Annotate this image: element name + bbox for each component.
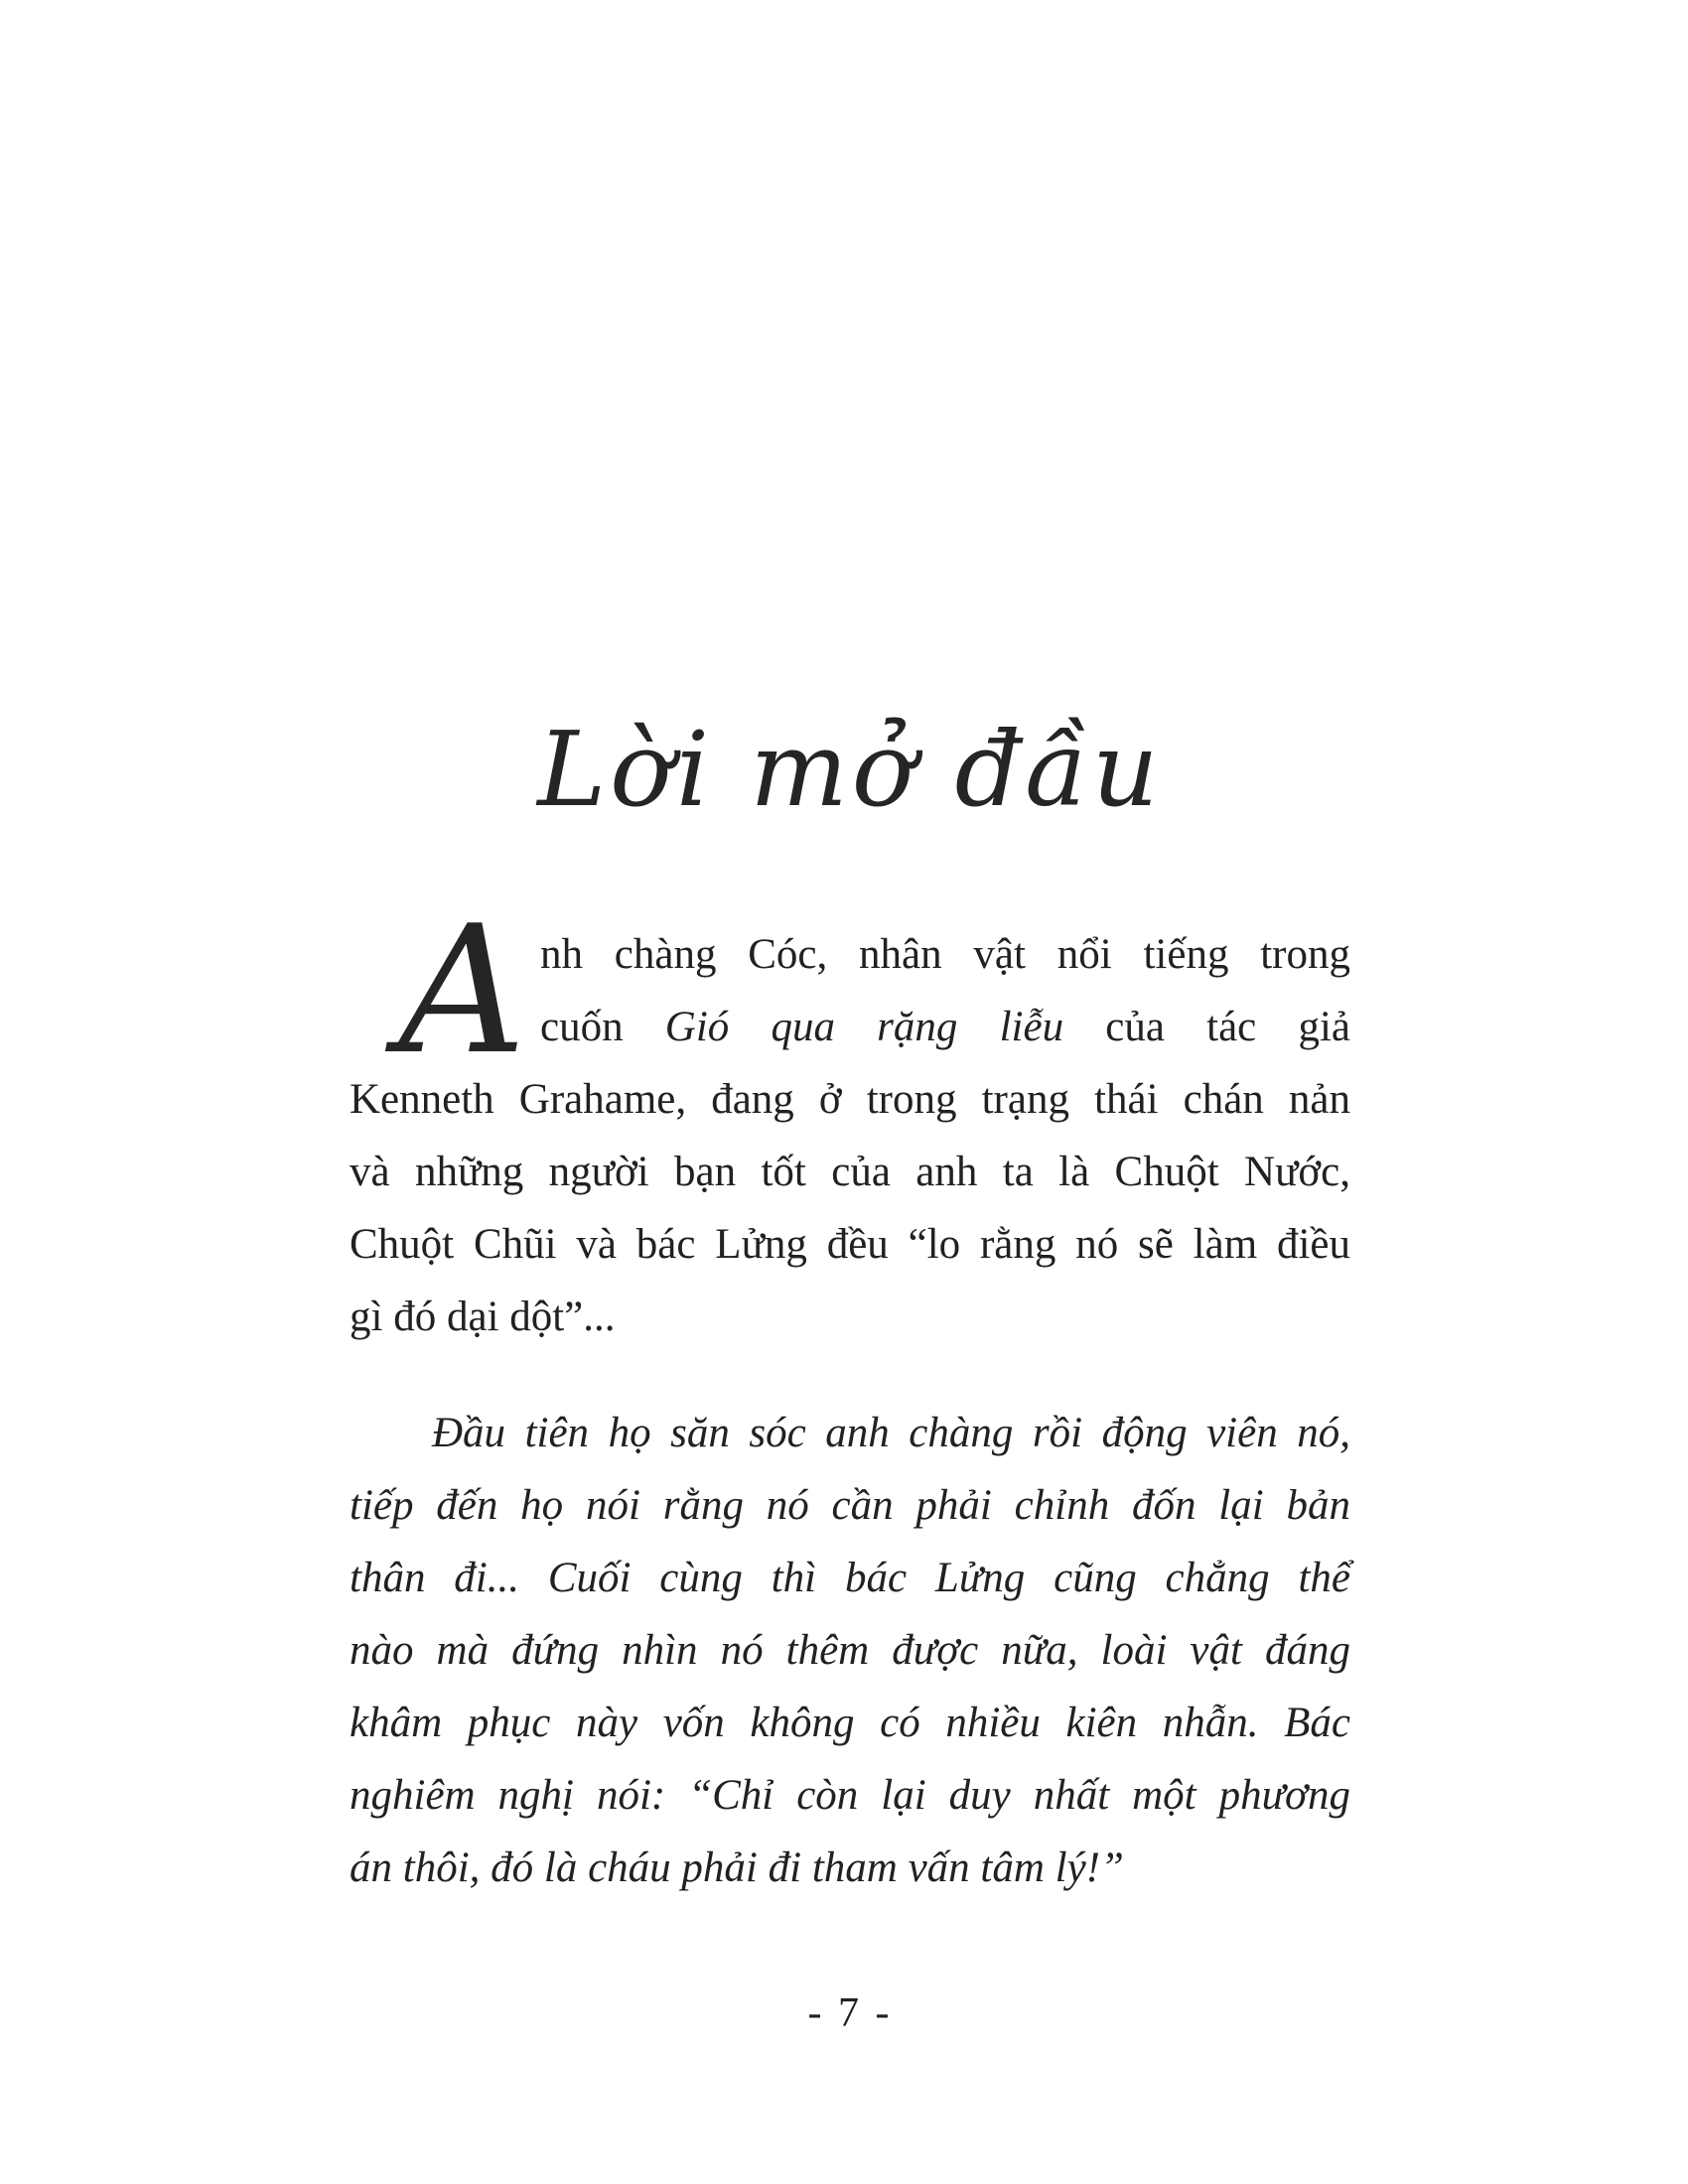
text-segment: nào mà đứng nhìn nó thêm được nữa, loài vật đáng	[350, 1627, 1350, 1674]
text-segment: thân đi... Cuối cùng thì bác Lửng cũng chẳng thể	[350, 1555, 1350, 1601]
text-segment: gì đó dại dột”...	[350, 1294, 616, 1340]
text-line	[350, 1832, 1350, 1904]
text-line	[350, 1469, 1350, 1542]
text-line	[350, 1687, 1350, 1759]
text-column	[350, 0, 1350, 2037]
text-segment: và những người bạn tốt của anh ta là Chuột Nước,	[350, 1149, 1350, 1195]
text-line	[350, 1759, 1350, 1832]
text-segment: của tác giả	[1063, 1004, 1350, 1050]
paragraph-2	[350, 1397, 1350, 1904]
text-line	[350, 1063, 1350, 1136]
text-line	[350, 1136, 1350, 1208]
text-line	[350, 1281, 1350, 1353]
drop-cap-letter: A	[398, 887, 526, 1093]
text-segment: nghiêm nghị nói: “Chỉ còn lại duy nhất một phương	[350, 1772, 1350, 1819]
text-segment: Chuột Chũi và bác Lửng đều “lo rằng nó sẽ làm điều	[350, 1221, 1350, 1268]
text-segment: nh chàng Cóc, nhân vật nổi tiếng trong	[540, 931, 1350, 978]
text-line	[350, 1542, 1350, 1614]
chapter-title: Lời mở đầu	[537, 709, 1163, 830]
paragraph-1	[350, 887, 1350, 1353]
text-segment: Kenneth Grahame, đang ở trong trạng thái chán nản	[350, 1076, 1350, 1123]
text-segment: án thôi, đó là cháu phải đi tham vấn tâm lý!”	[350, 1844, 1124, 1891]
page-number: - 7 -	[807, 1990, 893, 2036]
text-segment: khâm phục này vốn không có nhiều kiên nhẫn. Bác	[350, 1700, 1350, 1746]
text-line	[350, 1208, 1350, 1281]
text-line	[350, 1614, 1350, 1687]
book-title-italic: Gió qua rặng liễu	[664, 1004, 1064, 1050]
text-segment: tiếp đến họ nói rằng nó cần phải chỉnh đốn lại bản	[350, 1482, 1350, 1529]
text-segment: cuốn	[540, 1004, 665, 1050]
text-line	[350, 1397, 1350, 1469]
text-segment: Đầu tiên họ săn sóc anh chàng rồi động viên nó,	[432, 1410, 1350, 1456]
